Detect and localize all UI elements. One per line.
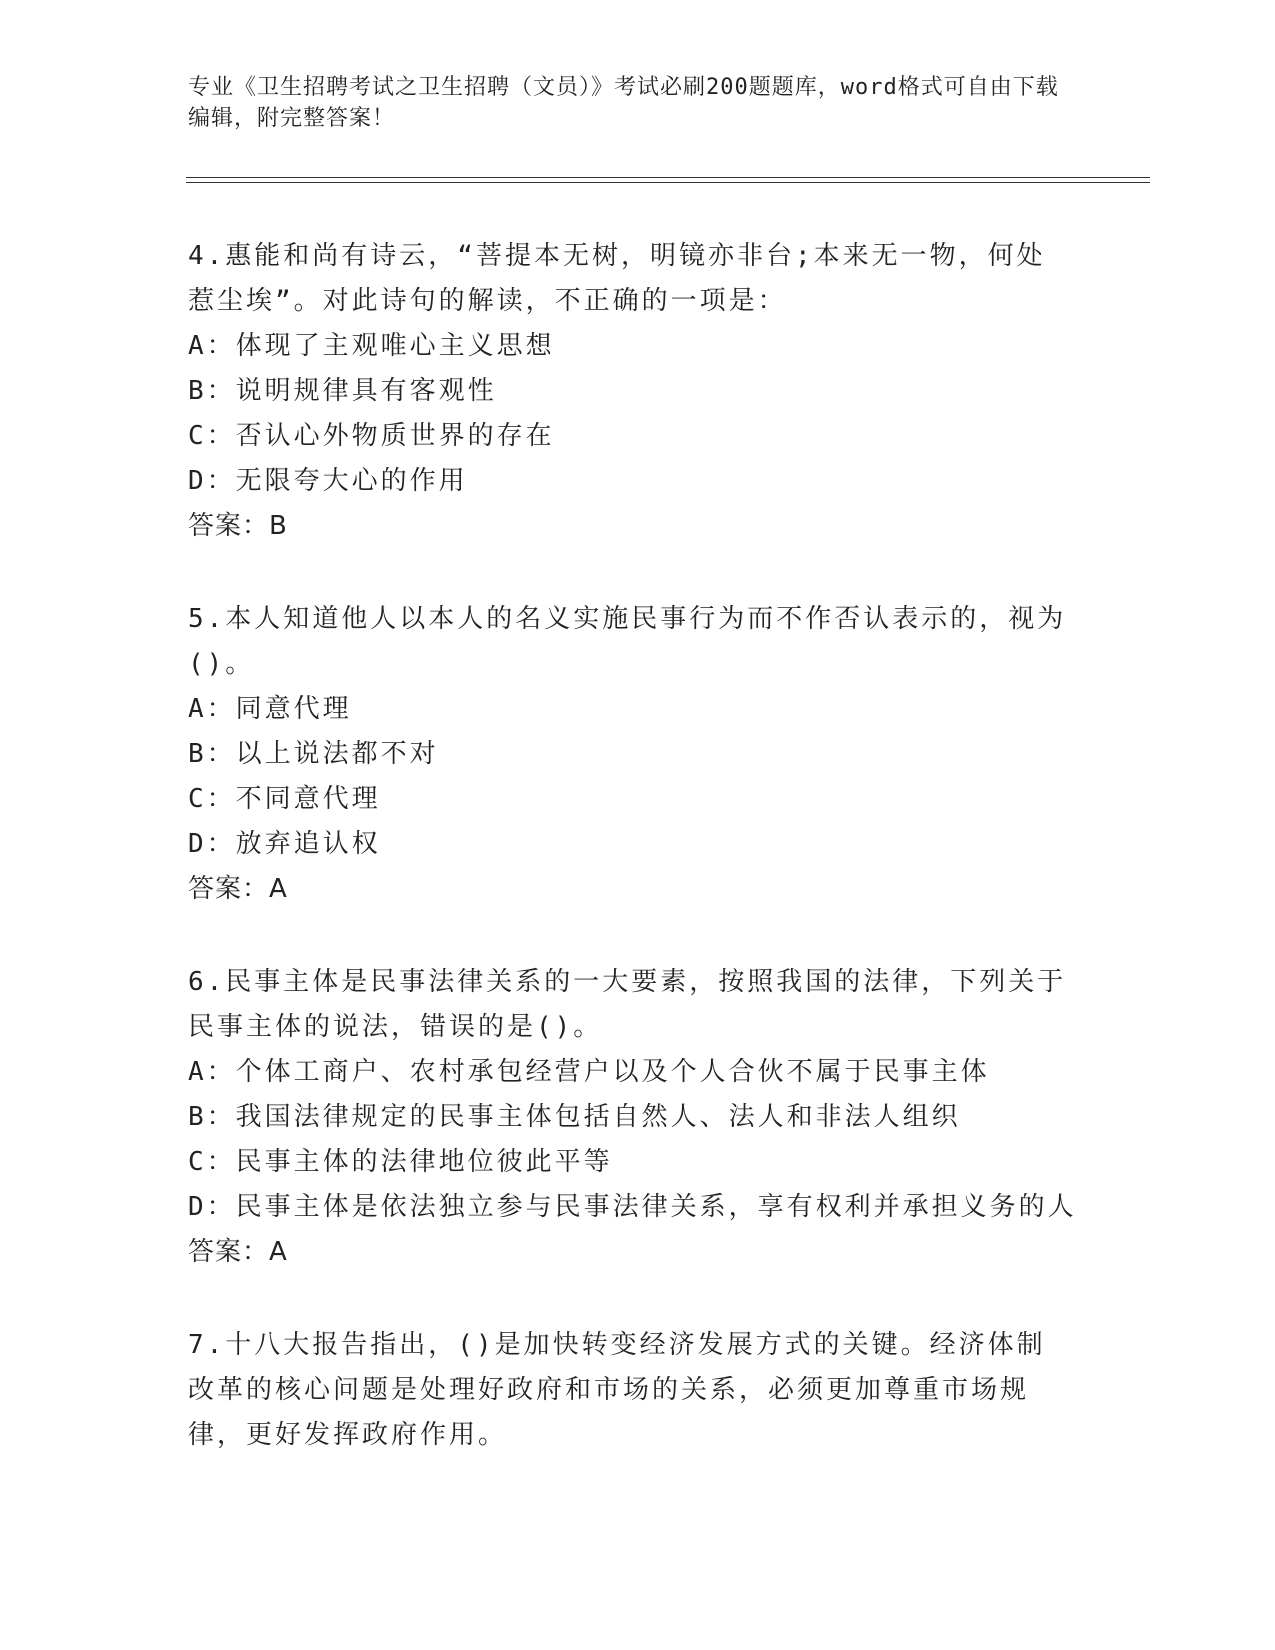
- question-6: [188, 960, 1077, 1275]
- question-text: 4.惠能和尚有诗云，“菩提本无树，明镜亦非台;本来无一物，何处惹尘埃”。对此诗句的解读，不正确的一项是：: [188, 241, 1046, 316]
- question-4: [188, 234, 1068, 549]
- option-d: D：民事主体是依法独立参与民事法律关系，享有权利并承担义务的人: [188, 1192, 1077, 1222]
- question-list: [188, 234, 1077, 1506]
- question-text: 6.民事主体是民事法律关系的一大要素，按照我国的法律，下列关于民事主体的说法，错误的是()。: [188, 967, 1067, 1042]
- option-d: D：无限夸大心的作用: [188, 466, 468, 496]
- option-d: D：放弃追认权: [188, 829, 381, 859]
- option-a: A：同意代理: [188, 694, 352, 724]
- document-header: 专业《卫生招聘考试之卫生招聘（文员）》考试必刷200题题库，word格式可自由下载编辑，附完整答案！: [188, 75, 1059, 131]
- question-5: [188, 597, 1068, 912]
- option-c: C：否认心外物质世界的存在: [188, 421, 555, 451]
- option-b: B：说明规律具有客观性: [188, 376, 497, 406]
- answer-line: 答案：A: [188, 874, 288, 904]
- option-c: C：民事主体的法律地位彼此平等: [188, 1147, 613, 1177]
- header-rule-top: [186, 177, 1150, 178]
- option-b: B：以上说法都不对: [188, 739, 439, 769]
- question-text: 7.十八大报告指出，()是加快转变经济发展方式的关键。经济体制改革的核心问题是处理好政府和市场的关系，必须更加尊重市场规律，更好发挥政府作用。: [188, 1330, 1046, 1450]
- header-rule-bottom: [186, 182, 1150, 183]
- option-a: A：个体工商户、农村承包经营户以及个人合伙不属于民事主体: [188, 1057, 990, 1087]
- answer-line: 答案：B: [188, 511, 288, 541]
- option-b: B：我国法律规定的民事主体包括自然人、法人和非法人组织: [188, 1102, 961, 1132]
- option-c: C：不同意代理: [188, 784, 381, 814]
- option-a: A：体现了主观唯心主义思想: [188, 331, 555, 361]
- question-text: 5.本人知道他人以本人的名义实施民事行为而不作否认表示的，视为()。: [188, 604, 1067, 679]
- answer-line: 答案：A: [188, 1237, 288, 1267]
- question-7: [188, 1323, 1068, 1458]
